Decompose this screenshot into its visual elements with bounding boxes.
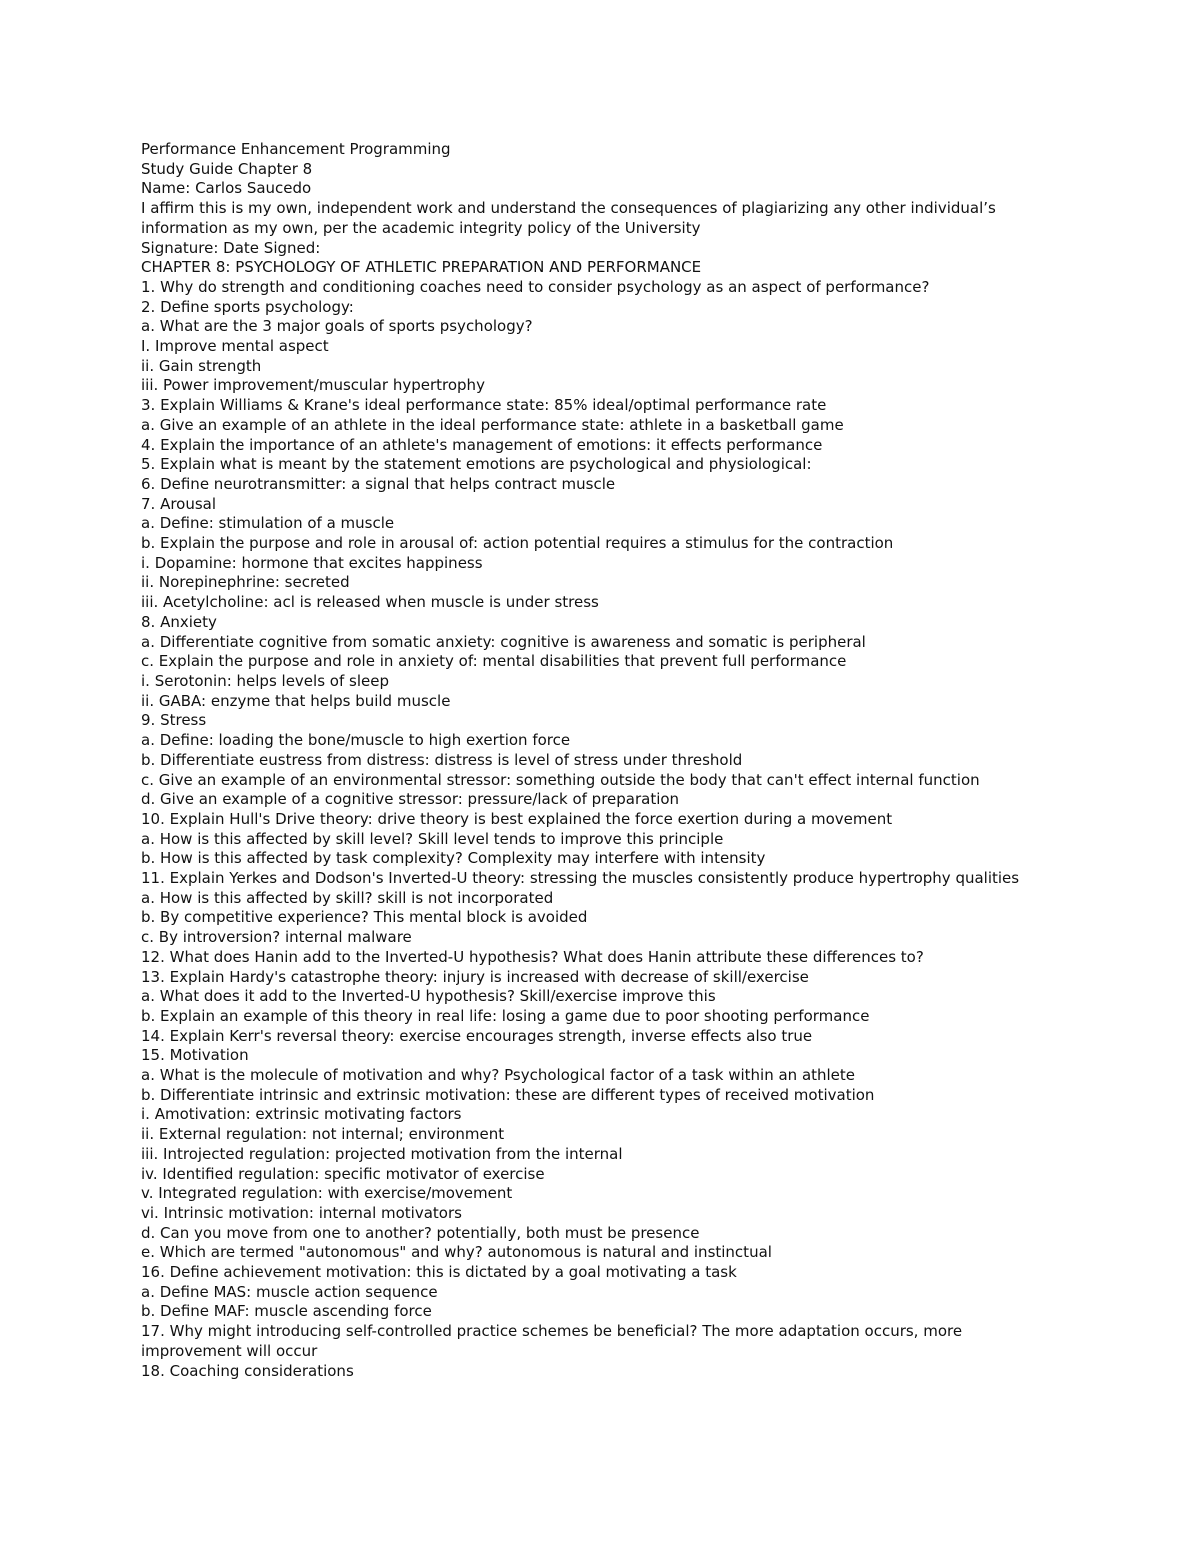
- text-line: i. Dopamine: hormone that excites happiness: [141, 553, 483, 572]
- text-line: a. What does it add to the Inverted-U hypothesis? Skill/exercise improve this: [141, 987, 716, 1006]
- text-line: 14. Explain Kerr's reversal theory: exercise encourages strength, inverse effects also true: [141, 1026, 813, 1045]
- text-line: 17. Why might introducing self-controlled practice schemes be beneficial? The more adaptation occurs, more improvement will occur: [141, 1322, 963, 1360]
- text-line: e. Which are termed "autonomous" and why? autonomous is natural and instinctual: [141, 1243, 772, 1262]
- text-line: 7. Arousal: [141, 494, 217, 513]
- text-line: a. What are the 3 major goals of sports psychology?: [141, 317, 533, 336]
- text-line: iv. Identified regulation: specific motivator of exercise: [141, 1164, 545, 1183]
- text-line: v. Integrated regulation: with exercise/movement: [141, 1184, 513, 1203]
- document-body: [141, 140, 1051, 1381]
- text-line: vi. Intrinsic motivation: internal motivators: [141, 1203, 462, 1222]
- text-line: ii. Norepinephrine: secreted: [141, 573, 350, 592]
- text-line: 2. Define sports psychology:: [141, 297, 354, 316]
- text-line: c. Explain the purpose and role in anxiety of: mental disabilities that prevent full performance: [141, 652, 847, 671]
- text-line: b. Explain the purpose and role in arousal of: action potential requires a stimulus for the contraction: [141, 534, 894, 553]
- text-line: a. How is this affected by skill level? Skill level tends to improve this principle: [141, 829, 724, 848]
- text-line: a. Give an example of an athlete in the ideal performance state: athlete in a basketball game: [141, 415, 844, 434]
- text-line: d. Can you move from one to another? potentially, both must be presence: [141, 1223, 700, 1242]
- text-line: 8. Anxiety: [141, 612, 217, 631]
- text-line: a. Define: stimulation of a muscle: [141, 514, 395, 533]
- text-line: iii. Introjected regulation: projected motivation from the internal: [141, 1144, 623, 1163]
- text-line: c. Give an example of an environmental stressor: something outside the body that can't effect internal function: [141, 770, 980, 789]
- text-line: i. Serotonin: helps levels of sleep: [141, 671, 389, 690]
- text-line: iii. Power improvement/muscular hypertrophy: [141, 376, 485, 395]
- text-line: i. Amotivation: extrinsic motivating factors: [141, 1105, 462, 1124]
- text-line: 5. Explain what is meant by the statement emotions are psychological and physiological:: [141, 455, 812, 474]
- text-line: I. Improve mental aspect: [141, 337, 329, 356]
- integrity-statement: I affirm this is my own, independent work and understand the consequences of plagiarizing any other individual’s information as my own, per the academic integrity policy of the University: [141, 199, 996, 237]
- text-line: 6. Define neurotransmitter: a signal that helps contract muscle: [141, 474, 616, 493]
- text-line: a. Define MAS: muscle action sequence: [141, 1282, 438, 1301]
- text-line: b. How is this affected by task complexity? Complexity may interfere with intensity: [141, 849, 766, 868]
- text-line: iii. Acetylcholine: acl is released when muscle is under stress: [141, 593, 599, 612]
- document-subtitle: Study Guide Chapter 8: [141, 159, 313, 178]
- text-line: c. By introversion? internal malware: [141, 928, 412, 947]
- text-line: 11. Explain Yerkes and Dodson's Inverted-U theory: stressing the muscles consistently produce hypertrophy qualities: [141, 869, 1020, 888]
- text-line: 4. Explain the importance of an athlete's management of emotions: it effects performance: [141, 435, 823, 454]
- text-line: ii. External regulation: not internal; environment: [141, 1125, 505, 1144]
- text-line: b. Differentiate intrinsic and extrinsic motivation: these are different types of received motivation: [141, 1085, 875, 1104]
- text-line: 10. Explain Hull's Drive theory: drive theory is best explained the force exertion during a movement: [141, 809, 893, 828]
- text-line: 13. Explain Hardy's catastrophe theory: injury is increased with decrease of skill/exercise: [141, 967, 809, 986]
- text-line: a. Differentiate cognitive from somatic anxiety: cognitive is awareness and somatic is peripheral: [141, 632, 866, 651]
- text-line: b. By competitive experience? This mental block is avoided: [141, 908, 588, 927]
- text-line: a. Define: loading the bone/muscle to high exertion force: [141, 731, 571, 750]
- signature-line: Signature: Date Signed:: [141, 238, 321, 257]
- text-line: 9. Stress: [141, 711, 207, 730]
- text-line: b. Explain an example of this theory in real life: losing a game due to poor shooting performance: [141, 1006, 870, 1025]
- text-line: ii. Gain strength: [141, 356, 262, 375]
- chapter-heading: CHAPTER 8: PSYCHOLOGY OF ATHLETIC PREPARATION AND PERFORMANCE: [141, 258, 702, 277]
- student-name: Name: Carlos Saucedo: [141, 179, 312, 198]
- text-line: 16. Define achievement motivation: this is dictated by a goal motivating a task: [141, 1263, 737, 1282]
- text-line: 1. Why do strength and conditioning coaches need to consider psychology as an aspect of performance?: [141, 277, 930, 296]
- text-line: d. Give an example of a cognitive stressor: pressure/lack of preparation: [141, 790, 680, 809]
- text-line: a. What is the molecule of motivation and why? Psychological factor of a task within an athlete: [141, 1066, 856, 1085]
- text-line: ii. GABA: enzyme that helps build muscle: [141, 691, 451, 710]
- text-line: 18. Coaching considerations: [141, 1361, 354, 1380]
- text-line: 12. What does Hanin add to the Inverted-U hypothesis? What does Hanin attribute these differences to?: [141, 947, 924, 966]
- text-line: b. Differentiate eustress from distress: distress is level of stress under threshold: [141, 750, 743, 769]
- document-title: Performance Enhancement Programming: [141, 140, 451, 158]
- text-line: a. How is this affected by skill? skill is not incorporated: [141, 888, 554, 907]
- text-line: 15. Motivation: [141, 1046, 249, 1065]
- text-line: 3. Explain Williams & Krane's ideal performance state: 85% ideal/optimal performance rate: [141, 396, 827, 415]
- text-line: b. Define MAF: muscle ascending force: [141, 1302, 432, 1321]
